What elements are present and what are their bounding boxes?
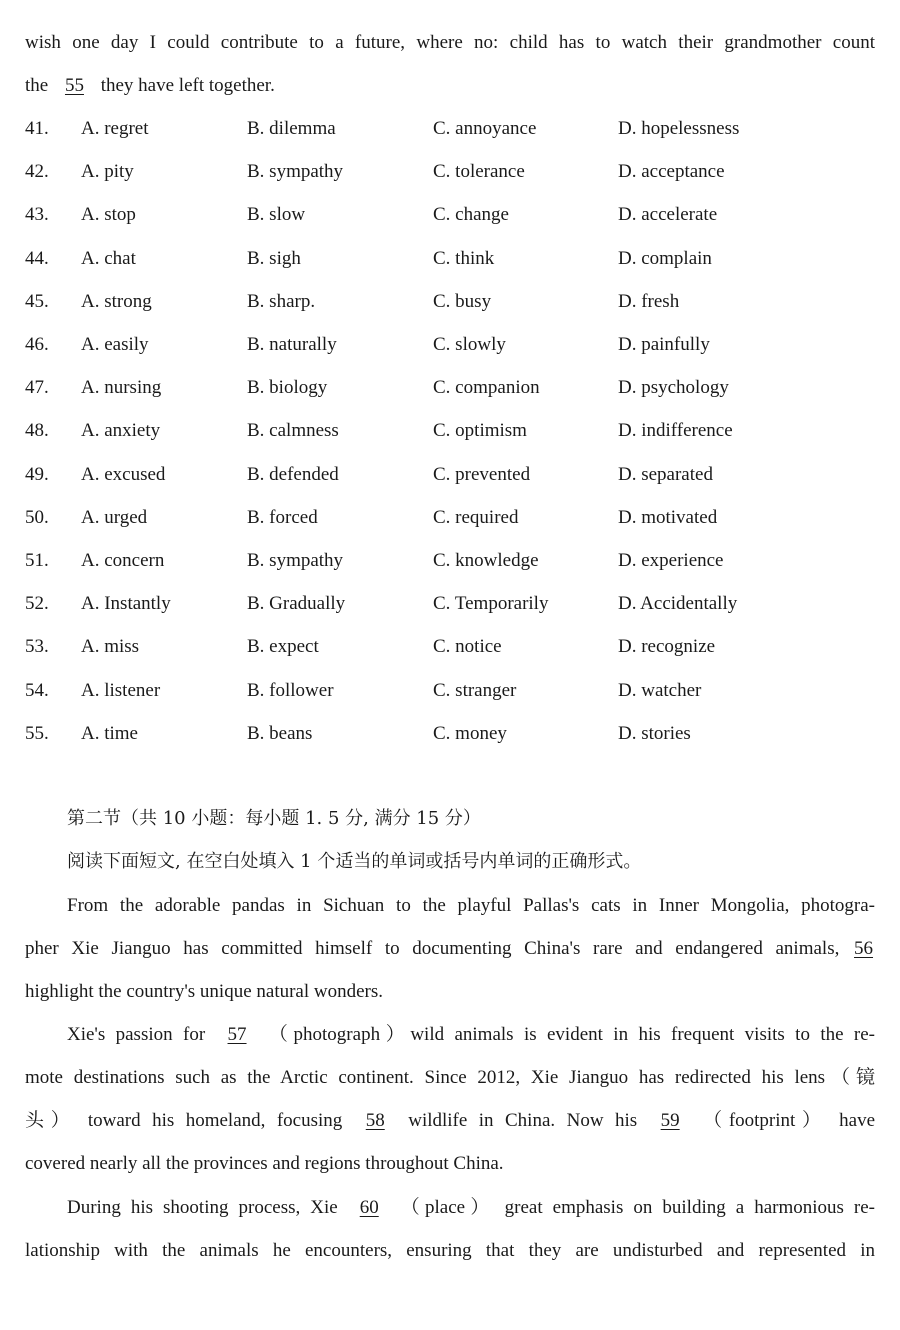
option-c: C. prevented bbox=[433, 464, 531, 485]
passage-line bbox=[25, 74, 875, 98]
section-heading: 第二节（共 10 小题：每小题 1. 5 分, 满分 15 分） bbox=[67, 808, 481, 829]
question-row bbox=[25, 549, 875, 573]
option-d: D. fresh bbox=[618, 291, 680, 312]
option-d: D. experience bbox=[618, 550, 724, 571]
option-a: A. stop bbox=[81, 204, 136, 225]
option-a: A. anxiety bbox=[81, 420, 161, 441]
paragraph-line bbox=[25, 1109, 875, 1133]
question-number: 41. bbox=[25, 118, 49, 139]
option-c: C. required bbox=[433, 507, 519, 528]
option-b: B. sympathy bbox=[247, 550, 344, 571]
paragraph-line: lationship with the animals he encounters, ensuring that they are undisturbed and represented in bbox=[25, 1240, 875, 1261]
question-number: 48. bbox=[25, 420, 49, 441]
question-row bbox=[25, 247, 875, 271]
paragraph-text: wildlife in China. Now his bbox=[408, 1110, 638, 1131]
paragraph-line: highlight the country's unique natural wonders. bbox=[25, 981, 384, 1002]
paragraph-text: （photograph）wild animals is evident in his frequent visits to the re- bbox=[268, 1024, 875, 1045]
option-d: D. motivated bbox=[618, 507, 718, 528]
question-number: 45. bbox=[25, 291, 49, 312]
option-c: C. notice bbox=[433, 636, 502, 657]
question-number: 43. bbox=[25, 204, 49, 225]
option-b: B. calmness bbox=[247, 420, 339, 441]
answer-blank-55: 55 bbox=[64, 75, 84, 96]
option-c: C. slowly bbox=[433, 334, 506, 355]
answer-blank-60: 60 bbox=[359, 1197, 379, 1218]
option-a: A. miss bbox=[81, 636, 140, 657]
option-a: A. excused bbox=[81, 464, 166, 485]
option-d: D. complain bbox=[618, 248, 712, 269]
option-d: D. watcher bbox=[618, 680, 702, 701]
option-d: D. painfully bbox=[618, 334, 710, 355]
option-d: D. psychology bbox=[618, 377, 729, 398]
question-row bbox=[25, 506, 875, 530]
option-a: A. easily bbox=[81, 334, 149, 355]
option-b: B. sigh bbox=[247, 248, 301, 269]
option-b: B. sympathy bbox=[247, 161, 344, 182]
paragraph-text: （footprint） have bbox=[703, 1110, 876, 1131]
option-c: C. optimism bbox=[433, 420, 527, 441]
option-c: C. money bbox=[433, 723, 507, 744]
question-row bbox=[25, 333, 875, 357]
option-b: B. beans bbox=[247, 723, 313, 744]
paragraph-text: During his shooting process, Xie bbox=[67, 1197, 338, 1218]
question-row bbox=[25, 376, 875, 400]
option-b: B. defended bbox=[247, 464, 339, 485]
option-d: D. recognize bbox=[618, 636, 716, 657]
option-b: B. dilemma bbox=[247, 118, 336, 139]
option-d: D. separated bbox=[618, 464, 713, 485]
question-number: 53. bbox=[25, 636, 49, 657]
question-number: 47. bbox=[25, 377, 49, 398]
section-instruction: 阅读下面短文, 在空白处填入 1 个适当的单词或括号内单词的正确形式。 bbox=[67, 851, 642, 872]
option-c: C. stranger bbox=[433, 680, 517, 701]
option-a: A. concern bbox=[81, 550, 165, 571]
passage-line: wish one day I could contribute to a future, where no: child has to watch their grandmother count bbox=[25, 32, 875, 53]
passage-text: the bbox=[25, 75, 49, 96]
option-c: C. companion bbox=[433, 377, 540, 398]
question-number: 49. bbox=[25, 464, 49, 485]
question-number: 50. bbox=[25, 507, 49, 528]
option-b: B. naturally bbox=[247, 334, 337, 355]
paragraph-text: （place） great emphasis on building a harmonious re- bbox=[400, 1197, 876, 1218]
passage-text: they have left together. bbox=[100, 75, 275, 96]
answer-blank-58: 58 bbox=[365, 1110, 385, 1131]
paragraph-text: 头） toward his homeland, focusing bbox=[25, 1110, 343, 1131]
option-c: C. change bbox=[433, 204, 509, 225]
question-number: 52. bbox=[25, 593, 49, 614]
option-a: A. listener bbox=[81, 680, 161, 701]
paragraph-line: mote destinations such as the Arctic continent. Since 2012, Xie Jianguo has redirected his lens（镜 bbox=[25, 1067, 875, 1088]
option-a: A. urged bbox=[81, 507, 148, 528]
option-b: B. follower bbox=[247, 680, 334, 701]
question-number: 42. bbox=[25, 161, 49, 182]
option-b: B. forced bbox=[247, 507, 318, 528]
answer-blank-59: 59 bbox=[660, 1110, 680, 1131]
question-row bbox=[25, 203, 875, 227]
question-row bbox=[25, 117, 875, 141]
option-a: A. pity bbox=[81, 161, 134, 182]
question-number: 55. bbox=[25, 723, 49, 744]
option-c: C. knowledge bbox=[433, 550, 539, 571]
paragraph-line bbox=[25, 937, 875, 961]
paragraph-text: Xie's passion for bbox=[67, 1024, 206, 1045]
option-a: A. chat bbox=[81, 248, 136, 269]
answer-blank-57: 57 bbox=[227, 1024, 247, 1045]
question-row bbox=[25, 635, 875, 659]
option-d: D. acceptance bbox=[618, 161, 725, 182]
question-row bbox=[25, 419, 875, 443]
question-number: 44. bbox=[25, 248, 49, 269]
option-d: D. stories bbox=[618, 723, 691, 744]
paragraph-line: From the adorable pandas in Sichuan to the playful Pallas's cats in Inner Mongolia, photogra- bbox=[67, 895, 875, 916]
question-row bbox=[25, 722, 875, 746]
option-c: C. think bbox=[433, 248, 495, 269]
option-b: B. sharp. bbox=[247, 291, 316, 312]
question-row bbox=[25, 290, 875, 314]
option-a: A. strong bbox=[81, 291, 152, 312]
option-a: A. nursing bbox=[81, 377, 162, 398]
option-d: D. accelerate bbox=[618, 204, 718, 225]
paragraph-line bbox=[67, 1196, 875, 1220]
option-d: D. hopelessness bbox=[618, 118, 740, 139]
question-row bbox=[25, 160, 875, 184]
question-number: 51. bbox=[25, 550, 49, 571]
answer-blank-56: 56 bbox=[854, 938, 874, 959]
option-a: A. regret bbox=[81, 118, 149, 139]
option-c: C. Temporarily bbox=[433, 593, 549, 614]
question-row bbox=[25, 592, 875, 616]
paragraph-line bbox=[67, 1023, 875, 1047]
option-c: C. tolerance bbox=[433, 161, 525, 182]
option-b: B. slow bbox=[247, 204, 306, 225]
option-a: A. time bbox=[81, 723, 138, 744]
option-d: D. indifference bbox=[618, 420, 733, 441]
option-c: C. busy bbox=[433, 291, 492, 312]
question-number: 46. bbox=[25, 334, 49, 355]
paragraph-line: covered nearly all the provinces and regions throughout China. bbox=[25, 1153, 504, 1174]
option-c: C. annoyance bbox=[433, 118, 537, 139]
option-b: B. Gradually bbox=[247, 593, 346, 614]
option-a: A. Instantly bbox=[81, 593, 171, 614]
question-number: 54. bbox=[25, 680, 49, 701]
option-b: B. expect bbox=[247, 636, 319, 657]
option-b: B. biology bbox=[247, 377, 328, 398]
question-row bbox=[25, 679, 875, 703]
paragraph-text: pher Xie Jianguo has committed himself to documenting China's rare and endangered animals, bbox=[25, 938, 840, 959]
question-row bbox=[25, 463, 875, 487]
option-d: D. Accidentally bbox=[618, 593, 738, 614]
